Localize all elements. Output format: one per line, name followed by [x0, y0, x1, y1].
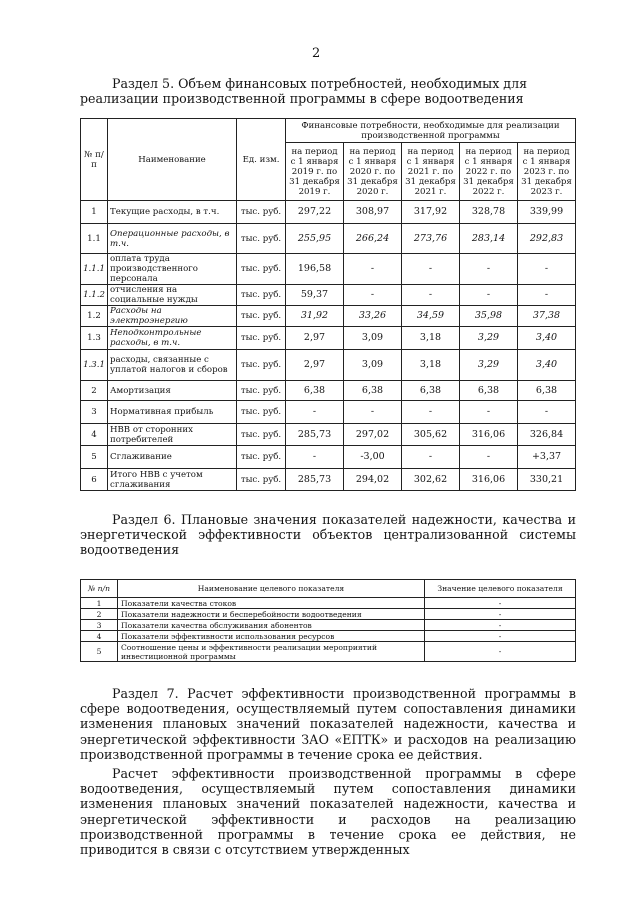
row-value: 285,73: [286, 469, 344, 491]
row-value: 317,92: [402, 201, 460, 224]
row-name: Амортизация: [108, 381, 237, 401]
row-unit: тыс. руб.: [237, 224, 286, 254]
row-value: -: [402, 285, 460, 306]
financial-needs-table: [80, 118, 576, 491]
row-value: -: [402, 446, 460, 469]
row-unit: тыс. руб.: [237, 306, 286, 327]
row-value: -: [286, 401, 344, 424]
row-unit: тыс. руб.: [237, 201, 286, 224]
row-name: расходы, связанные с уплатой налогов и сборов: [108, 350, 237, 381]
row-value: -: [402, 401, 460, 424]
row-value: 6,38: [518, 381, 576, 401]
row-unit: тыс. руб.: [237, 254, 286, 285]
row-value: -: [344, 254, 402, 285]
row-number: 4: [81, 631, 118, 642]
col-unit-header: Ед. изм.: [237, 119, 286, 201]
table-row: [81, 609, 576, 620]
col-value-header: Значение целевого показателя: [425, 580, 576, 598]
row-number: 5: [81, 642, 118, 662]
row-name: Сглаживание: [108, 446, 237, 469]
row-value: -: [460, 254, 518, 285]
table-row: [81, 201, 576, 224]
row-value: 302,62: [402, 469, 460, 491]
period-header-2019: на период с 1 января 2019 г. по 31 декабря 2019 г.: [286, 143, 344, 201]
row-number: 3: [81, 620, 118, 631]
row-value: 2,97: [286, 327, 344, 350]
row-indicator-name: Показатели качества обслуживания абонентов: [118, 620, 425, 631]
row-value: 326,84: [518, 424, 576, 446]
table-row: [81, 598, 576, 609]
table-row: [81, 224, 576, 254]
row-value: 3,18: [402, 327, 460, 350]
row-value: 6,38: [460, 381, 518, 401]
row-value: 316,06: [460, 424, 518, 446]
row-indicator-name: Показатели качества стоков: [118, 598, 425, 609]
section6-title: Раздел 6. Плановые значения показателей надежности, качества и энергетической эффективности объектов централизованной системы водоотведения: [80, 512, 576, 557]
row-value: -: [344, 401, 402, 424]
row-name: Итого НВВ с учетом сглаживания: [108, 469, 237, 491]
row-value: -: [518, 401, 576, 424]
row-value: 255,95: [286, 224, 344, 254]
row-unit: тыс. руб.: [237, 446, 286, 469]
row-value: 308,97: [344, 201, 402, 224]
table-row: [81, 254, 576, 285]
row-value: 6,38: [286, 381, 344, 401]
row-indicator-value: -: [425, 598, 576, 609]
period-header-2022: на период с 1 января 2022 г. по 31 декабря 2022 г.: [460, 143, 518, 201]
col-no-header: № п/п: [81, 580, 118, 598]
table-row: [81, 469, 576, 491]
row-value: 34,59: [402, 306, 460, 327]
row-value: +3,37: [518, 446, 576, 469]
row-value: 35,98: [460, 306, 518, 327]
target-indicators-table: [80, 579, 576, 662]
row-indicator-name: Показатели надежности и бесперебойности водоотведения: [118, 609, 425, 620]
row-unit: тыс. руб.: [237, 350, 286, 381]
table-row: [81, 350, 576, 381]
row-value: -3,00: [344, 446, 402, 469]
table-row: [81, 285, 576, 306]
col-no-header: № п/п: [81, 119, 108, 201]
financial-needs-group-header: Финансовые потребности, необходимые для реализации производственной программы: [286, 119, 576, 143]
row-value: 3,29: [460, 327, 518, 350]
section7-paragraph-1: Раздел 7. Расчет эффективности производственной программы в сфере водоотведения, осуществляемый путем сопоставления динамики изменения плановых значений показателей надежности, качества и энергетической эффективности ЗАО «ЕПТК» и расходов на реализацию производственной программы в течение срока ее действия.: [80, 686, 576, 762]
row-indicator-value: -: [425, 620, 576, 631]
row-value: 266,24: [344, 224, 402, 254]
row-name: НВВ от сторонних потребителей: [108, 424, 237, 446]
row-number: 1.1.1: [81, 254, 108, 285]
table-row: [81, 327, 576, 350]
row-number: 5: [81, 446, 108, 469]
row-number: 1.3: [81, 327, 108, 350]
row-number: 1.1: [81, 224, 108, 254]
row-number: 1.3.1: [81, 350, 108, 381]
row-number: 1: [81, 598, 118, 609]
row-value: -: [460, 446, 518, 469]
row-value: 330,21: [518, 469, 576, 491]
row-value: 283,14: [460, 224, 518, 254]
row-value: 3,40: [518, 350, 576, 381]
page-number: 2: [312, 46, 321, 61]
table-row: [81, 401, 576, 424]
row-value: -: [460, 401, 518, 424]
row-value: -: [286, 446, 344, 469]
row-value: -: [344, 285, 402, 306]
row-number: 6: [81, 469, 108, 491]
row-value: -: [518, 285, 576, 306]
row-value: 59,37: [286, 285, 344, 306]
row-value: 3,09: [344, 327, 402, 350]
row-name: Операционные расходы, в т.ч.: [108, 224, 237, 254]
row-value: 3,09: [344, 350, 402, 381]
row-unit: тыс. руб.: [237, 424, 286, 446]
row-value: -: [460, 285, 518, 306]
row-value: -: [402, 254, 460, 285]
row-name: оплата труда производственного персонала: [108, 254, 237, 285]
row-indicator-name: Показатели эффективности использования ресурсов: [118, 631, 425, 642]
row-value: 297,22: [286, 201, 344, 224]
row-unit: тыс. руб.: [237, 401, 286, 424]
row-number: 4: [81, 424, 108, 446]
table-row: [81, 631, 576, 642]
row-indicator-value: -: [425, 609, 576, 620]
section7-paragraph-2: Расчет эффективности производственной программы в сфере водоотведения, осуществляемый путем сопоставления динамики изменения плановых значений показателей надежности, качества и энергетической эффективности и расходов на реализацию производственной программы в течение срока ее действия, не приводится в связи с отсутствием утвержденных: [80, 766, 576, 858]
row-number: 1.2: [81, 306, 108, 327]
row-number: 1.1.2: [81, 285, 108, 306]
row-number: 3: [81, 401, 108, 424]
row-indicator-name: Соотношение цены и эффективности реализации мероприятий инвестиционной программы: [118, 642, 425, 662]
row-name: отчисления на социальные нужды: [108, 285, 237, 306]
row-value: 6,38: [344, 381, 402, 401]
row-value: 6,38: [402, 381, 460, 401]
col-indicator-header: Наименование целевого показателя: [118, 580, 425, 598]
row-value: 316,06: [460, 469, 518, 491]
row-value: 339,99: [518, 201, 576, 224]
row-value: 3,29: [460, 350, 518, 381]
row-unit: тыс. руб.: [237, 327, 286, 350]
table-row: [81, 620, 576, 631]
period-header-2020: на период с 1 января 2020 г. по 31 декабря 2020 г.: [344, 143, 402, 201]
row-unit: тыс. руб.: [237, 381, 286, 401]
period-header-2021: на период с 1 января 2021 г. по 31 декабря 2021 г.: [402, 143, 460, 201]
row-number: 2: [81, 381, 108, 401]
row-name: Неподконтрольные расходы, в т.ч.: [108, 327, 237, 350]
row-value: 37,38: [518, 306, 576, 327]
row-value: 3,40: [518, 327, 576, 350]
row-indicator-value: -: [425, 642, 576, 662]
row-value: 328,78: [460, 201, 518, 224]
row-value: 196,58: [286, 254, 344, 285]
row-value: 2,97: [286, 350, 344, 381]
row-indicator-value: -: [425, 631, 576, 642]
row-value: -: [518, 254, 576, 285]
row-name: Расходы на электроэнергию: [108, 306, 237, 327]
section5-title: Раздел 5. Объем финансовых потребностей, необходимых для реализации производственной программы в сфере водоотведения: [80, 76, 528, 106]
row-value: 33,26: [344, 306, 402, 327]
row-value: 294,02: [344, 469, 402, 491]
col-name-header: Наименование: [108, 119, 237, 201]
table-row: [81, 306, 576, 327]
row-name: Текущие расходы, в т.ч.: [108, 201, 237, 224]
row-value: 31,92: [286, 306, 344, 327]
row-name: Нормативная прибыль: [108, 401, 237, 424]
table-row: [81, 446, 576, 469]
row-value: 292,83: [518, 224, 576, 254]
table-row: [81, 424, 576, 446]
row-value: 285,73: [286, 424, 344, 446]
period-header-2023: на период с 1 января 2023 г. по 31 декабря 2023 г.: [518, 143, 576, 201]
row-value: 3,18: [402, 350, 460, 381]
row-value: 297,02: [344, 424, 402, 446]
row-number: 1: [81, 201, 108, 224]
row-value: 305,62: [402, 424, 460, 446]
row-unit: тыс. руб.: [237, 469, 286, 491]
table-row: [81, 642, 576, 662]
row-unit: тыс. руб.: [237, 285, 286, 306]
table-row: [81, 381, 576, 401]
row-number: 2: [81, 609, 118, 620]
row-value: 273,76: [402, 224, 460, 254]
